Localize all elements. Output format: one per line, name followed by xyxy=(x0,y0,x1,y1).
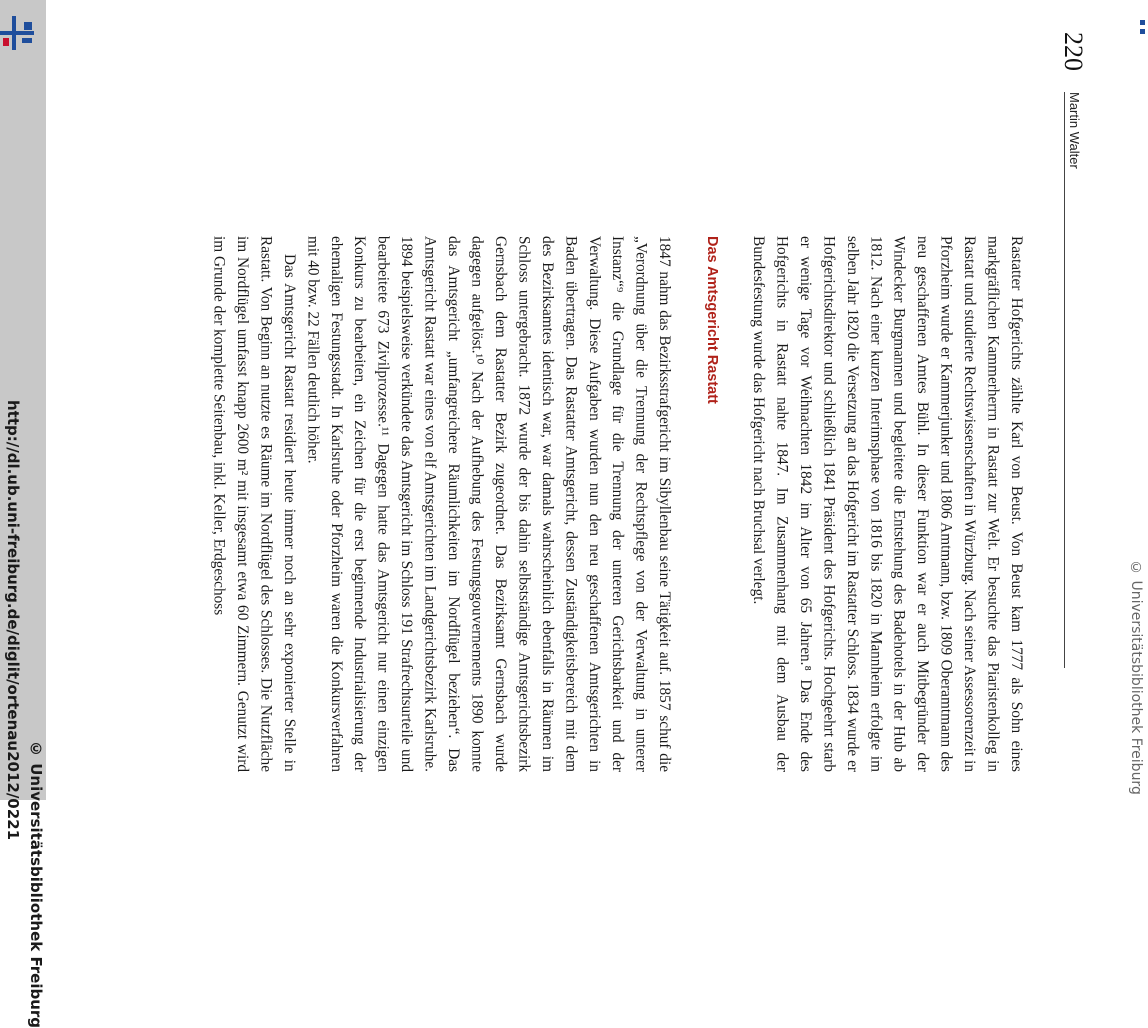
copyright-notice xyxy=(26,740,46,1028)
page-body xyxy=(98,236,1028,772)
copyright-right-text: © Universitätsbibliothek Freiburg xyxy=(1128,560,1144,795)
document-url[interactable] xyxy=(3,400,23,841)
section-heading: Das Amtsgericht Rastatt xyxy=(704,236,721,404)
university-logo-small-icon xyxy=(1132,20,1148,36)
body-paragraph: Das Amtsgericht Rastatt residiert heute immer noch an sehr exponierter Stelle in Rastatt. Von Beginn an nutzte es Räume im Nordflügel des Schlosses. Die Nutzfläche im Nordflügel umfasst knapp 2600 m² mit insgesamt etwa 60 Zimmern. Genutzt wird im Grunde der komplette Seitenbau, inkl. Keller, Erdgeschoss xyxy=(210,236,298,772)
document-url-text: http://dl.ub.uni-freiburg.de/diglit/ortenau2012/0221 xyxy=(4,400,22,841)
body-paragraph: Rastatter Hofgerichts zählte Karl von Beust. Von Beust kam 1777 als Sohn eines markgräflichen Kammerherrn in Rastatt zur Welt. Er besuchte das Piaristenkolleg in Rastatt und studierte Rechtswissenschaften in Würzburg. Nach seiner Assessorenzeit in Pforzheim wurde er Kammerjunker und 1806 Amtmann, bzw. 1809 Oberamtmann des neu geschaffenen Amtes Bühl. In dieser Funktion war er auch Mitbegründer der Windecker Burgmannen und begleitete die Entstehung des Badehotels in der Hub ab 1812. Nach einer kurzen Interimsphase von 1816 bis 1820 in Mannheim erfolgte im selben Jahr 1820 die Versetzung an das Hofgericht im Rastatter Schloss. 1834 wurde er Hofgerichtsdirektor und schließlich 1841 Präsident des Hofgerichts. Hochgeehrt starb er wenige Tage vor Weihnachten 1842 im Alter von 65 Jahren.⁸ Das Ende des Hofgerichts in Rastatt nahte 1847. Im Zusammenhang mit dem Ausbau der Bundesfestung wurde das Hofgericht nach Bruchsal verlegt. xyxy=(750,236,1025,772)
copyright-text: © Universitätsbibliothek Freiburg xyxy=(27,740,45,1028)
university-logo-icon xyxy=(0,14,40,54)
header-rule xyxy=(1064,92,1065,668)
copyright-notice-right xyxy=(1126,560,1148,800)
page-number: 220 xyxy=(1059,32,1088,71)
body-paragraph: 1847 nahm das Bezirksstrafgericht im Sibyllenbau seine Tätigkeit auf. 1857 schuf die „Verordnung über die Trennung der Rechtspflege von der Verwaltung in unterer Instanz“⁹ die Grundlage für die Trennung der unteren Gerichtsbarkeit und der Verwaltung. Diese Aufgaben wurden nun den neu geschaffenen Amtsgerichten in Baden übertragen. Das Rastatter Amtsgericht, dessen Zuständigkeitsbereich mit dem des Bezirksamtes identisch war, war damals wahrscheinlich ebenfalls in Räumen im Schloss untergebracht. 1872 wurde der bis dahin selbstständige Amtsgerichtsbezirk Gernsbach dem Rastatter Bezirk zugeordnet. Das Bezirksamt Gernsbach wurde dagegen aufgelöst.¹⁰ Nach der Aufhebung des Festungsgouvernements 1890 konnte das Amtsgericht „umfangreichere Räumlichkeiten im Nordflügel beziehen“. Das Amtsgericht Rastatt war eines von elf Amtsgerichten im Landgerichtsbezirk Karlsruhe. 1894 beispielsweise verkündete das Amtsgericht im Schloss 191 Strafrechtsurteile und bearbeitete 673 Zivilprozesse.¹¹ Dagegen hatte das Amtsgericht nur einen einzigen Konkurs zu bearbeiten, ein Zeichen für die erst beginnende Industrialisierung der ehemaligen Festungsstadt. In Karlsruhe oder Pforzheim waren die Konkursverfahren mit 40 bzw. 22 Fällen deutlich höher. xyxy=(304,236,674,772)
running-head: Martin Walter xyxy=(1067,92,1082,169)
